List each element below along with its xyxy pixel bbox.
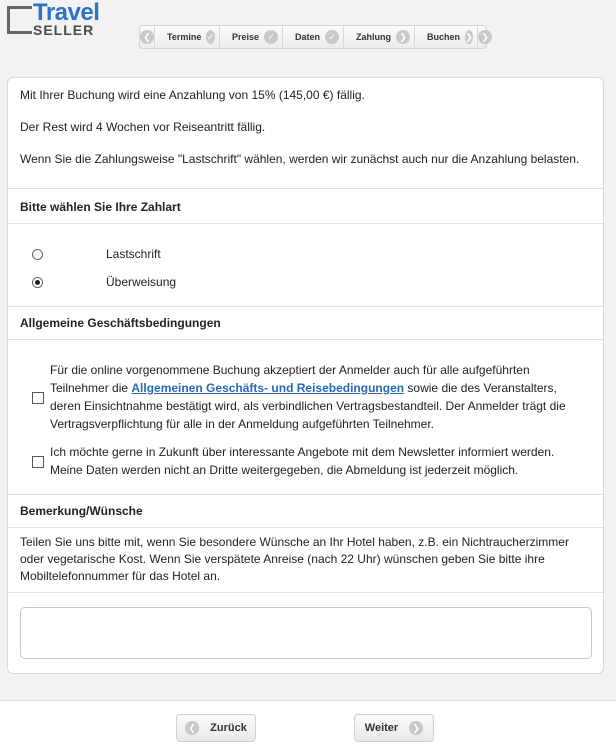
agb-terms-after: sowie die des Veranstalters, deren Einsichtnahme bestätigt wird, als verbindlichen Vertragsbestandteil. Der Anmelder trägt die Vertragsverpflichtung für alle in der Anmeldung aufgeführten Teilnehmer.: [50, 381, 566, 431]
divider: [8, 223, 603, 224]
newsletter-checkbox[interactable]: [32, 456, 44, 468]
remarks-info: [8, 534, 603, 585]
step-zahlung[interactable]: [344, 26, 415, 48]
booking-steps: [139, 25, 487, 49]
divider: [8, 306, 603, 307]
steps-back-button[interactable]: [140, 26, 155, 48]
divider: [8, 339, 603, 340]
header: [0, 0, 616, 52]
payment-heading-row: [8, 199, 603, 216]
remarks-text: Teilen Sie uns bitte mit, wenn Sie besondere Wünsche an Ihr Hotel haben, z.B. ein Nichtraucherzimmer oder vegetarische Kost. Wenn Sie verspätete Anreise (nach 22 Uhr) wünschen geben Sie bitte ihre Mobiltelefonnummer für das Hotel an.: [20, 535, 569, 583]
newsletter-text: Ich möchte gerne in Zukunft über interessante Angebote mit dem Newsletter informiert werden. Meine Daten werden nicht an Dritte weitergegeben, die Abmeldung ist jederzeit möglich.: [50, 445, 555, 477]
remarks-heading: Bemerkung/Wünsche: [20, 504, 143, 518]
radio-label-ueberweisung[interactable]: Überweisung: [106, 275, 177, 289]
radio-button-selected[interactable]: [32, 277, 43, 288]
divider: [8, 527, 603, 528]
agb-heading-row: [8, 315, 603, 332]
agb-checkbox[interactable]: [32, 392, 44, 404]
step-label: Buchen: [427, 32, 461, 42]
back-button[interactable]: [176, 714, 256, 742]
check-icon: ✓: [264, 30, 278, 44]
radio-lastschrift[interactable]: [32, 249, 43, 260]
next-button-label: Weiter: [364, 722, 399, 734]
step-daten[interactable]: [283, 26, 344, 48]
check-icon: ✓: [325, 30, 339, 44]
remarks-textarea[interactable]: [20, 607, 592, 659]
check-icon: ✓: [206, 32, 215, 42]
divider: [8, 188, 603, 189]
footer-bar: [0, 700, 616, 756]
remarks-heading-row: [8, 503, 603, 520]
direct-debit-note: Wenn Sie die Zahlungsweise "Lastschrift" wählen, werden wir zunächst auch nur die Anzahlung belasten.: [20, 152, 580, 166]
steps-next-button[interactable]: [478, 26, 492, 48]
logo-frame-icon: [7, 6, 32, 34]
deposit-text: Mit Ihrer Buchung wird eine Anzahlung von 15% (145,00 €) fällig.: [20, 88, 365, 102]
agb-terms-link[interactable]: Allgemeinen Geschäfts- und Reisebedingungen: [131, 381, 405, 395]
arrow-right-icon: ❯: [396, 30, 410, 44]
agb-terms-before: Für die online vorgenommene Buchung akzeptiert der Anmelder auch für alle aufgeführten Teilnehmer die: [50, 363, 530, 395]
travelseller-logo: [7, 2, 117, 38]
divider: [8, 494, 603, 495]
arrow-right-icon: ❯: [409, 721, 423, 735]
radio-button[interactable]: [32, 249, 43, 260]
step-buchen[interactable]: [415, 26, 478, 48]
step-label: Daten: [295, 32, 321, 42]
arrow-right-icon: ❯: [465, 32, 473, 42]
agb-terms-text: [50, 361, 590, 433]
step-label: Termine: [167, 32, 202, 42]
arrow-left-icon: ❮: [140, 30, 154, 44]
next-button[interactable]: [354, 714, 434, 742]
step-label: Preise: [232, 32, 260, 42]
radio-ueberweisung[interactable]: [32, 277, 43, 288]
payment-heading: Bitte wählen Sie Ihre Zahlart: [20, 200, 181, 214]
step-termine[interactable]: [155, 26, 220, 48]
radio-label-lastschrift[interactable]: Lastschrift: [106, 247, 161, 261]
divider: [8, 592, 603, 593]
remainder-text: Der Rest wird 4 Wochen vor Reiseantritt fällig.: [20, 120, 266, 134]
back-button-label: Zurück: [210, 722, 247, 734]
logo-text-travel: Travel: [33, 0, 100, 26]
arrow-right-icon: ❯: [478, 30, 492, 44]
step-label: Zahlung: [356, 32, 392, 42]
booking-panel: [7, 77, 604, 674]
logo-text-seller: SELLER: [33, 22, 95, 38]
step-preise[interactable]: [220, 26, 283, 48]
arrow-left-icon: ❮: [185, 721, 199, 735]
payment-info: [8, 87, 603, 168]
agb-heading: Allgemeine Geschäftsbedingungen: [20, 316, 221, 330]
radio-dot-icon: [35, 280, 40, 285]
